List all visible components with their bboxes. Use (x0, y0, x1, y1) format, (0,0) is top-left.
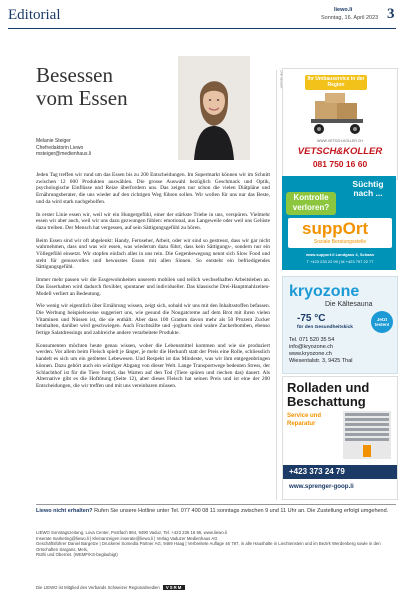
ad-tagline: für den Gesundheitskick (297, 325, 353, 330)
article-body (36, 172, 270, 396)
paragraph: Jeden Tag treffen wir rund um das Essen bis zu 200 Entscheidungen. Im Supermarkt können wir im Schnitt zwischen 12 000 Produkten auswählen. Die grosse Auswahl bezüglich Geschmack und Optik, psychologische Einflüsse und Reize überfordern uns. Das zeigen nur schon die vielen Diätpläne und Ernährungsberater, die uns wieder auf den richtigen Weg führen sollen. Wir wollen für uns nur das Beste, und da wird stark nachgeholfen. (36, 172, 270, 205)
author-portrait-icon (178, 56, 250, 160)
footer-divider (36, 504, 396, 505)
ad-question-line: Süchtig (352, 179, 384, 189)
vsrm-logo: VSRM (163, 585, 185, 590)
ad-question-line: verloren? (292, 203, 330, 212)
author-role: Chefredaktorin Liewo (36, 144, 84, 151)
callout-text: Rufen Sie unsere Hotline unter Tel. 077 400 08 11 sonntags zwischen 9 und 11 Uhr an. Die Zustellung erfolgt umgehend. (92, 508, 389, 514)
ad-question-line: nach ... (353, 188, 383, 198)
ad-badge: Jetzt testen! (371, 311, 393, 333)
paragraph: Wie wenig wir eigentlich über Ernährung wissen, zeigt sich, sobald wir uns mit den Inhaltsstoffen befassen. Die Werbung beispielsweise suggeriert uns, wie gesund die Nougatcreme auf dem Brot mit ihren vielen Vitaminen und Nüssen ist, die sie enthält. Aber dass 100 Gramm davon mehr als 50 Prozent Zucker beinhalten, darüber wird geschwiegen. Auch Fruchtsäfte und -joghurts sind wahre Zuckerbomben, ebenso fertige Salatdressings und zahlreiche andere verarbeitete Produkte. (36, 303, 270, 337)
ad-contact (289, 337, 353, 365)
moving-boxes-icon (305, 93, 375, 137)
ad-phone[interactable]: T +423 233 22 99 | M +423 797 22 77 (306, 259, 374, 264)
paragraph: Immer mehr passen wir die Essgewohnheiten unserem mobilen und teilich wechselhaften Arbeitsleben an. Das Esserhalten wird dadurch flexibler, spontaner und individueller. Das klassische Drei-Hauptmahlzeiten-Modell verliert an Bedeutung. (36, 277, 270, 297)
callout-heading: Liewo nicht erhalten? (36, 508, 93, 514)
ad-support[interactable] (282, 176, 396, 270)
ad-website[interactable]: www.sprenger-goop.li (289, 483, 354, 490)
ad-logo-text: kryozone (289, 283, 360, 300)
ad-question-line: Kontrolle (293, 193, 329, 202)
ad-question-1 (342, 180, 394, 198)
delivery-callout (36, 508, 396, 515)
ad-title-line: Beschattung (287, 394, 366, 409)
ad-subtitle-line: Reparatur (287, 420, 316, 427)
ad-tagline: Ihr Umbauservice in der Region (307, 76, 365, 88)
ad-subtitle: Die Kältesauna (325, 301, 373, 308)
author-name: Melanie Steiger (36, 138, 71, 144)
paragraph: In erster Linie essen wir, weil wir ein Hungergefühl, einer der stärkste Triebe in uns, verspüren. Vielmehr essen wir aber auch, weil wir uns dazu gezwungen fühlen: emotional, aus Langeweile oder weil uns Gelüste dazu treiben. Der Mensch hat vergessen, auf sein Sättigungsgefühl zu hören. (36, 211, 270, 231)
paragraph: Beim Essen sind wir oft abgelenkt: Handy, Fernseher, Arbeit, oder wir sind so gestresst, dass wir gar nicht wahrnehmen, dass und was wir essen, was wiederum dazu führt, dass kein Sättigungs-, sondern nur ein Völlegefühl einsetzt. Wir stopfen einfach alles in uns rein. Die Gegenbewegung nennt sich Slow Food und steht für genussvolles und bewusstes Essen mit allen Sinnen. So entsteht ein befriedigendes Sättigungsgefühl. (36, 237, 270, 271)
headline-line-1: Besessen (36, 63, 113, 87)
ad-title (287, 381, 369, 409)
issue-date: Sonntag, 16. April 2023 (321, 15, 379, 21)
membership-note (36, 585, 185, 590)
section-title: Editorial (8, 7, 61, 23)
headline-line-2: vom Essen (36, 86, 128, 110)
author-info (36, 138, 91, 158)
ad-subtitle: Soziale Beratungsstelle (313, 239, 367, 245)
author-photo (178, 56, 250, 160)
membership-text: Die LIEWO ist Mitglied des Verbands Schweizer Regionalmedien (36, 585, 160, 590)
ad-title-line: Rolladen und (287, 380, 370, 395)
ad-phone[interactable]: 081 750 16 60 (312, 159, 368, 169)
page-header (8, 6, 396, 29)
imprint-line: LIEWO Sonntagszeitung, Lova Center, Postfach 884, 9490 Vaduz, Tel. +423 236 16 96, www.liewo.li (36, 530, 227, 535)
ad-sprenger[interactable] (282, 376, 398, 500)
ad-email[interactable]: info@kryozone.ch (289, 344, 334, 350)
ad-phone[interactable]: Tel. 071 520 35 54 (289, 337, 335, 343)
imprint-line: Inserate marketing@liewo.li | Kleinanzeigen inserate@liewo.li | Verlag Vaduzer Medienhaus AG (36, 535, 218, 541)
ad-subtitle-line: Service und (287, 413, 322, 419)
ad-kryozone[interactable] (282, 276, 398, 374)
imprint-line: Geschäftsführer Daniel Bargetze | Druckerei Somedia Partner AG, 9469 Haag | Verbreitete Auflage 46 797, in alle Haushalte in Liechtenstein und im Bezirk Werdenberg sowie in den Ortschaften Sargans, Mels, (36, 541, 381, 552)
imprint-line: Rüthi und Oberriet. (WEMF/KS-beglaubigt) (36, 552, 118, 558)
ad-subtitle (287, 413, 321, 428)
ad-question-2 (286, 192, 336, 215)
ad-company-name: VETSCH&KOLLER (297, 146, 383, 157)
ad-temperature: -75 °C (297, 313, 326, 324)
page-number: 3 (387, 6, 395, 22)
ad-contact[interactable]: www.support.li Landgass 4, Schaan (305, 252, 375, 257)
ad-logo-text: suppOrt (302, 219, 369, 238)
ad-website[interactable]: www.kryozone.ch (289, 351, 332, 357)
paragraph: Konsumenten möchten heute genau wissen, woher die Lebensmittel kommen und wie sie produziert werden. Vor allem beim Fleisch spielt je länger, je mehr die Herkunft statt der Preis eine Rolle, schliesslich handelt es sich um ein getötetes Lebewesen. Und Respekt ist das Mindeste, was wir ihm entgegenbringen können. Dazu gehört auch ein würdiger Abgang von dieser Welt. Lange Transportwege bedeuten Stress, der Schlachthof ist für die Tiere fremd, das Warten auf den Tod (Tiere spüren und riechen das) dauert. Als Alternative gibt es die Hoftötung (Seite 12), aber dieses Fleisch hat seinen Preis und ist eine der 200 Entscheidungen, die wir treffen und mit uns vereinbaren müssen. (36, 342, 270, 389)
article-headline (36, 64, 196, 110)
brand-name[interactable]: liewo.li (334, 7, 353, 13)
ad-address: Wiesentalstr. 3, 9425 Thal (289, 358, 353, 364)
author-email[interactable]: msteiger@medienhaus.li (36, 151, 92, 157)
shutter-icon (339, 409, 395, 461)
ad-vetsch-koller[interactable] (282, 68, 398, 180)
ad-url[interactable]: WWW.VETSCH-KOLLER.CH (317, 139, 363, 143)
column-divider (276, 70, 277, 500)
ad-phone[interactable]: +423 373 24 79 (289, 467, 345, 476)
imprint (36, 530, 396, 558)
